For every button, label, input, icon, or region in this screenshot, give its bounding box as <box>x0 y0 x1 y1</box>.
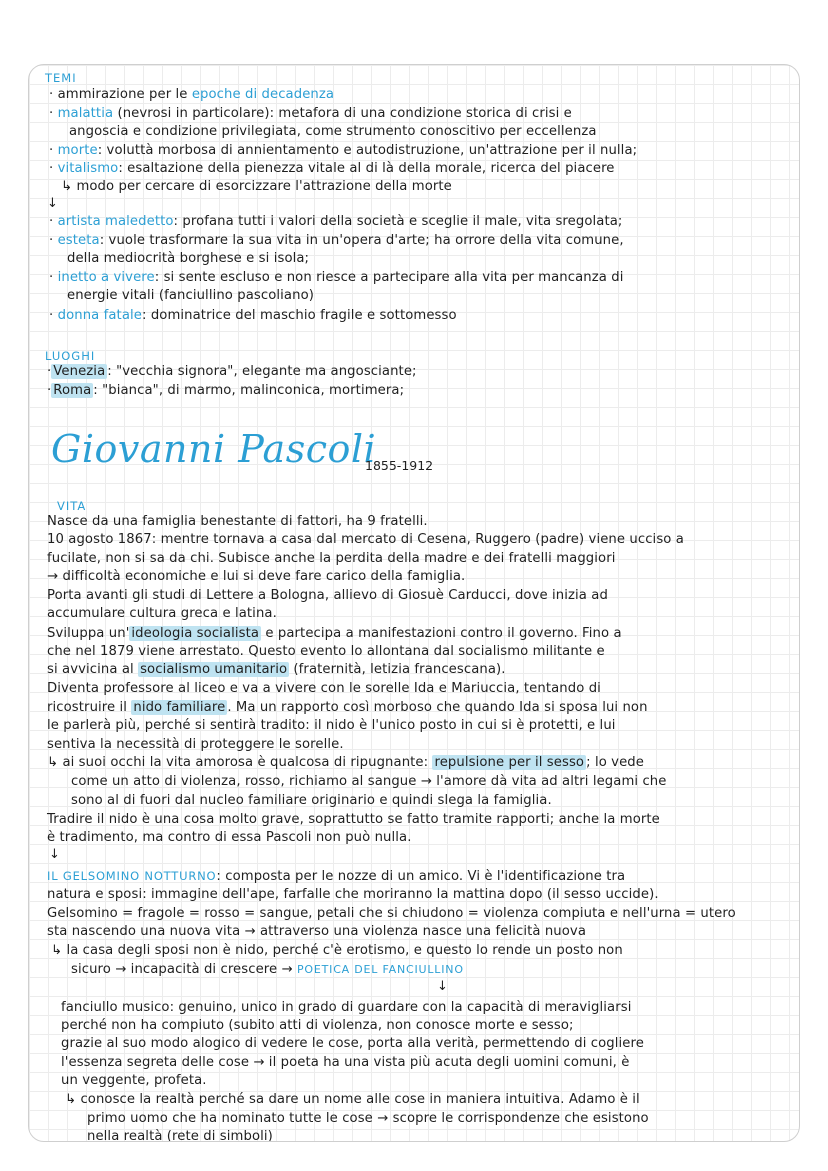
fanciullino-line: perché non ha compiuto (subito atti di violenza, non conosce morte e sesso; <box>61 1018 574 1033</box>
temi-line: · artista maledetto: profana tutti i valori della società e sceglie il male, vita sregolata; <box>49 214 623 229</box>
author-title: Giovanni Pascoli <box>51 427 377 471</box>
luoghi-heading: LUOGHI <box>45 349 96 363</box>
gelsomino-line: IL GELSOMINO NOTTURNO: composta per le nozze di un amico. Vi è l'identificazione tra <box>47 869 626 884</box>
fanciullino-line: ↳ conosce la realtà perché sa dare un nome alle cose in maniera intuitiva. Adamo è il <box>65 1092 640 1107</box>
gelsomino-line: sta nascendo una nuova vita → attraverso una violenza nasce una felicità nuova <box>47 924 587 939</box>
temi-line: · esteta: vuole trasformare la sua vita in un'opera d'arte; ha orrore della vita comune, <box>49 233 624 248</box>
temi-heading: TEMI <box>45 71 77 85</box>
gelsomino-line: natura e sposi: immagine dell'ape, farfalle che moriranno la mattina dopo (il sesso uccide). <box>47 887 659 902</box>
gelsomino-title: IL GELSOMINO NOTTURNO <box>47 869 217 883</box>
vita-line: ricostruire il nido familiare . Ma un rapporto così morboso che quando Ida si sposa lui non <box>47 700 648 715</box>
gelsomino-line: sicuro → incapacità di crescere → POETICA DEL FANCIULLINO <box>71 962 464 977</box>
vita-heading: VITA <box>57 499 87 513</box>
notes-page <box>28 64 800 1142</box>
temi-line: · malattia (nevrosi in particolare): metafora di una condizione storica di crisi e <box>49 106 572 121</box>
down-arrow-icon: ↓ <box>47 196 58 211</box>
gelsomino-line: Gelsomino = fragole = rosso = sangue, petali che si chiudono = violenza compiuta e nell'urna = utero <box>47 906 736 921</box>
fanciullino-line: grazie al suo modo alogico di vedere le cose, porta alla verità, permettendo di cogliere <box>61 1036 644 1051</box>
temi-line: · vitalismo: esaltazione della pienezza vitale al di là della morale, ricerca del piacere <box>49 161 615 176</box>
fanciullino-line: l'essenza segreta delle cose → il poeta ha una vista più acuta degli uomini comuni, è <box>61 1055 630 1070</box>
vita-line: sentiva la necessità di proteggere le sorelle. <box>47 737 344 752</box>
down-arrow-icon: ↓ <box>49 847 60 862</box>
down-arrow-icon: ↓ <box>437 979 448 994</box>
vita-line: 10 agosto 1867: mentre tornava a casa dal mercato di Cesena, Ruggero (padre) viene ucciso a <box>47 532 684 547</box>
fanciullino-line: un veggente, profeta. <box>61 1073 207 1088</box>
temi-line: della mediocrità borghese e si isola; <box>67 251 310 266</box>
temi-line: energie vitali (fanciullino pascoliano) <box>67 288 314 303</box>
fanciullino-line: nella realtà (rete di simboli) <box>87 1129 273 1142</box>
vita-line: è tradimento, ma contro di essa Pascoli non può nulla. <box>47 830 412 845</box>
vita-line: fucilate, non si sa da chi. Subisce anche la perdita della madre e dei fratelli maggiori <box>47 551 616 566</box>
author-years: 1855-1912 <box>365 458 434 473</box>
poetica-link: POETICA DEL FANCIULLINO <box>296 963 464 976</box>
vita-line: Sviluppa un' ideologia socialista e partecipa a manifestazioni contro il governo. Fino a <box>47 626 622 641</box>
gelsomino-line: ↳ la casa degli sposi non è nido, perché c'è erotismo, e questo lo rende un posto non <box>51 943 623 958</box>
vita-line: accumulare cultura greca e latina. <box>47 606 277 621</box>
vita-line: Diventa professore al liceo e va a vivere con le sorelle Ida e Mariuccia, tentando di <box>47 681 601 696</box>
temi-line: · inetto a vivere: si sente escluso e non riesce a partecipare alla vita per mancanza di <box>49 270 624 285</box>
vita-line: le parlerà più, perché si sentirà tradito: il nido è l'unico posto in cui si è protetti, e lui <box>47 718 616 733</box>
fanciullino-line: primo uomo che ha nominato tutte le cose → scopre le corrispondenze che esistono <box>87 1111 649 1126</box>
vita-line: si avvicina al socialismo umanitario (fraternità, letizia francescana). <box>47 662 506 677</box>
vita-line: che nel 1879 viene arrestato. Questo evento lo allontana dal socialismo militante e <box>47 644 605 659</box>
temi-line: · ammirazione per le epoche di decadenza <box>49 87 335 102</box>
vita-line: Nasce da una famiglia benestante di fattori, ha 9 fratelli. <box>47 514 428 529</box>
vita-line: Tradire il nido è una cosa molto grave, soprattutto se fatto tramite rapporti; anche la morte <box>47 812 660 827</box>
fanciullino-line: fanciullo musico: genuino, unico in grado di guardare con la capacità di meravigliarsi <box>61 1000 632 1015</box>
temi-line: · morte: voluttà morbosa di annientamento e autodistruzione, un'attrazione per il nulla; <box>49 143 638 158</box>
temi-line: angoscia e condizione privilegiata, come strumento conoscitivo per eccellenza <box>69 124 597 139</box>
vita-line: come un atto di violenza, rosso, richiamo al sangue → l'amore dà vita ad altri legami che <box>71 774 667 789</box>
vita-line: sono al di fuori dal nucleo familiare originario e quindi slega la famiglia. <box>71 793 552 808</box>
vita-line: → difficoltà economiche e lui si deve fare carico della famiglia. <box>47 569 466 584</box>
vita-line: ↳ ai suoi occhi la vita amorosa è qualcosa di ripugnante: repulsione per il sesso ; lo vede <box>47 755 644 770</box>
luoghi-line: · Venezia : "vecchia signora", elegante ma angosciante; <box>47 364 417 379</box>
vita-line: Porta avanti gli studi di Lettere a Bologna, allievo di Giosuè Carducci, dove inizia ad <box>47 588 608 603</box>
temi-line: · donna fatale: dominatrice del maschio fragile e sottomesso <box>49 308 457 323</box>
temi-line: ↳ modo per cercare di esorcizzare l'attrazione della morte <box>61 179 452 194</box>
luoghi-line: · Roma : "bianca", di marmo, malinconica, mortimera; <box>47 383 405 398</box>
